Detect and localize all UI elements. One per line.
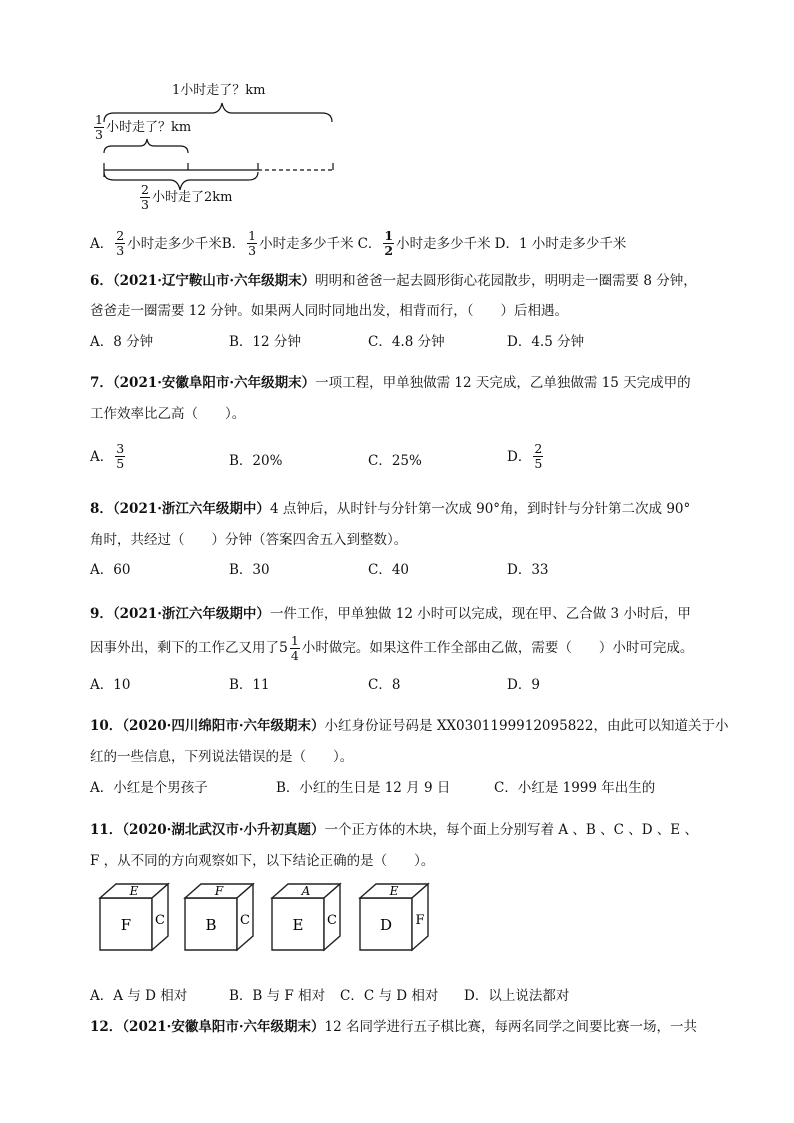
cube-top-letter: E bbox=[129, 884, 139, 898]
q8-option-a[interactable]: A．60 bbox=[90, 562, 131, 578]
bottom-fraction: $\frac{2}{3}$ bbox=[141, 182, 149, 212]
cube-top-letter: F bbox=[214, 884, 224, 898]
left-fraction: $\frac{1}{3}$ bbox=[95, 112, 103, 142]
cube-view-3 bbox=[272, 884, 340, 950]
q9-option-d[interactable]: D．9 bbox=[507, 677, 540, 693]
q7-option-d[interactable]: D． $\frac{2}{5}$ bbox=[507, 441, 543, 471]
q5-option-a[interactable]: A． $\frac{2}{3}$ 小时走多少千米 bbox=[90, 228, 222, 258]
bottom-label: $\frac{2}{3}$ 小时走了2km bbox=[141, 182, 233, 212]
cube-front-letter: F bbox=[120, 916, 132, 934]
q9-line2: 因事外出，剩下的工作乙又用了 5 $\frac{1}{4}$ 小时做完。如果这件工作全部由乙做，需要（ ）小时可完成。 bbox=[90, 632, 694, 663]
q10-line1: 10．（2020·四川绵阳市·六年级期末）小红身份证号码是 XX0301199912095822，由此可以知道关于小 bbox=[90, 718, 729, 734]
cube-top-letter: A bbox=[301, 884, 311, 898]
q5-option-b[interactable]: B． $\frac{1}{3}$ 小时走多少千米 bbox=[221, 228, 354, 258]
q9-option-b[interactable]: B．11 bbox=[229, 677, 270, 693]
q6-option-a[interactable]: A．8 分钟 bbox=[90, 334, 154, 350]
q8-line2: 角时，共经过（ ）分钟（答案四舍五入到整数）。 bbox=[90, 532, 408, 548]
q11-line1: 11．（2020·湖北武汉市·小升初真题）一个正方体的木块，每个面上分别写着 A 、B 、C 、D 、E 、 bbox=[90, 822, 698, 838]
q12-line1: 12．（2021·安徽阜阳市·六年级期末）12 名同学进行五子棋比赛，每两名同学之间要比赛一场，一共 bbox=[90, 1019, 697, 1035]
cube-views bbox=[0, 880, 794, 965]
cube-front-letter: E bbox=[292, 916, 304, 934]
cube-front-letter: B bbox=[205, 916, 217, 934]
cube-side-letter: C bbox=[240, 913, 250, 928]
q11-option-c[interactable]: C．C 与 D 相对 bbox=[340, 988, 439, 1004]
q8-option-b[interactable]: B．30 bbox=[229, 562, 270, 578]
q6-line2: 爸爸走一圈需要 12 分钟。如果两人同时同地出发，相背而行，（ ）后相遇。 bbox=[90, 303, 569, 319]
cube-side-letter: C bbox=[155, 913, 165, 928]
cube-view-2 bbox=[185, 884, 253, 950]
diagram-lines bbox=[0, 0, 794, 220]
q5-option-c[interactable]: C． $\frac{1}{2}$ 小时走多少千米 bbox=[357, 228, 491, 258]
q6-line1: 6．（2021·辽宁鞍山市·六年级期末）明明和爸爸一起去圆形街心花园散步，明明走一圈需要 8 分钟， bbox=[90, 273, 697, 289]
q9-option-a[interactable]: A．10 bbox=[90, 677, 131, 693]
q5-options bbox=[90, 229, 626, 258]
q8-line1: 8．（2021·浙江六年级期中）4 点钟后，从时针与分针第一次成 90°角，到时针与分针第二次成 90° bbox=[90, 501, 691, 517]
q9-mixed-number: 5 $\frac{1}{4}$ bbox=[279, 632, 299, 663]
left-label: $\frac{1}{3}$ 小时走了？km bbox=[95, 112, 192, 142]
top-label: 1小时走了？km bbox=[172, 83, 266, 98]
q5-option-d[interactable]: D．1 小时走多少千米 bbox=[494, 235, 627, 252]
q10-option-a[interactable]: A．小红是个男孩子 bbox=[90, 780, 208, 796]
cube-view-4 bbox=[360, 884, 428, 950]
q7-line1: 7．（2021·安徽阜阳市·六年级期末）一项工程，甲单独做需 12 天完成，乙单独做需 15 天完成甲的 bbox=[90, 375, 691, 391]
q8-option-d[interactable]: D．33 bbox=[507, 562, 549, 578]
q10-line2: 红的一些信息，下列说法错误的是（ ）。 bbox=[90, 749, 354, 765]
q9-option-c[interactable]: C．8 bbox=[368, 677, 401, 693]
q11-option-a[interactable]: A．A 与 D 相对 bbox=[90, 988, 188, 1004]
q10-option-b[interactable]: B．小红的生日是 12 月 9 日 bbox=[276, 780, 451, 796]
cube-top-letter: E bbox=[389, 884, 399, 898]
q7-option-b[interactable]: B．20% bbox=[229, 453, 283, 469]
q6-option-b[interactable]: B．12 分钟 bbox=[229, 334, 301, 350]
q9-line1: 9．（2021·浙江六年级期中）一件工作，甲单独做 12 小时可以完成，现在甲、乙合做 3 小时后，甲 bbox=[90, 606, 691, 622]
q7-line2: 工作效率比乙高（ ）。 bbox=[90, 406, 246, 422]
q10-option-c[interactable]: C．小红是 1999 年出生的 bbox=[494, 780, 656, 796]
q8-option-c[interactable]: C．40 bbox=[368, 562, 410, 578]
q7-option-c[interactable]: C．25% bbox=[368, 453, 422, 469]
cube-side-letter: C bbox=[327, 913, 337, 928]
cube-front-letter: D bbox=[379, 916, 393, 934]
q6-option-d[interactable]: D．4.5 分钟 bbox=[507, 334, 585, 350]
q11-option-b[interactable]: B．B 与 F 相对 bbox=[229, 988, 326, 1004]
q11-line2: F ，从不同的方向观察如下，以下结论正确的是（ ）。 bbox=[90, 853, 435, 869]
cube-view-1 bbox=[100, 884, 168, 950]
cube-side-letter: F bbox=[415, 913, 425, 928]
q7-option-a[interactable]: A． $\frac{3}{5}$ bbox=[90, 441, 125, 471]
q11-option-d[interactable]: D．以上说法都对 bbox=[464, 988, 570, 1004]
q6-option-c[interactable]: C．4.8 分钟 bbox=[368, 334, 445, 350]
